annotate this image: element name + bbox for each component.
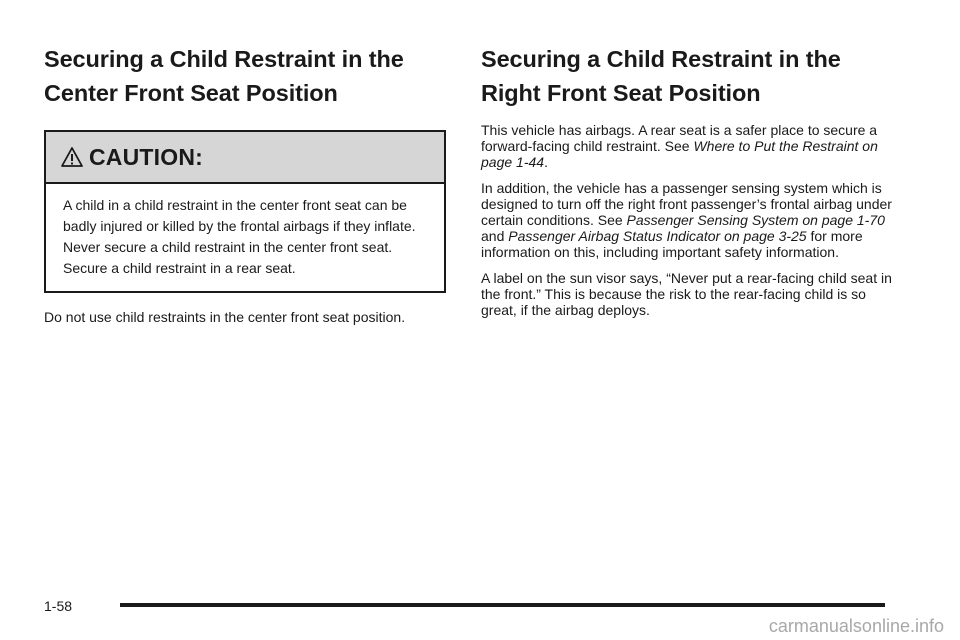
footer-rule (120, 603, 885, 607)
p1-end: . (544, 154, 548, 170)
caution-title: CAUTION: (89, 143, 204, 170)
p1-text: This vehicle has airbags. A rear seat is a safer place to secure a forward-facing child restraint. See (481, 122, 878, 154)
left-heading (44, 42, 446, 110)
right-paragraph-1 (481, 122, 901, 170)
page-number: 1-58 (44, 598, 73, 614)
warning-triangle-icon (61, 146, 83, 168)
caution-box (44, 130, 446, 293)
caution-header (46, 132, 444, 184)
right-paragraph-2 (481, 180, 901, 260)
right-column (481, 42, 901, 328)
left-heading-line2: Center Front Seat Position (44, 80, 338, 106)
p2-mid: and (481, 228, 509, 244)
left-column (44, 42, 446, 325)
right-heading-line1: Securing a Child Restraint in the (481, 46, 841, 72)
link-where-to-put-restraint[interactable]: Where to Put the Restraint on page 1-44 (481, 138, 878, 170)
link-passenger-airbag-status-indicator[interactable]: Passenger Airbag Status Indicator on page 3-25 (508, 228, 807, 244)
left-heading-line1: Securing a Child Restraint in the (44, 46, 404, 72)
caution-body: A child in a child restraint in the center front seat can be badly injured or killed by the frontal airbags if they inflate. Never secure a child restraint in the center front seat. Secure a child restraint in a rear seat. (63, 197, 416, 276)
right-heading-line2: Right Front Seat Position (481, 80, 761, 106)
right-heading (481, 42, 901, 110)
right-paragraph-3: A label on the sun visor says, “Never put a rear-facing child seat in the front.” This is because the risk to the rear-facing child is so great, if the airbag deploys. (481, 270, 892, 318)
watermark: carmanualsonline.info (768, 616, 944, 636)
p2-text: In addition, the vehicle has a passenger sensing system which is designed to turn off the right front passenger’s frontal airbag under certain conditions. See (481, 180, 892, 228)
p2-end: for more information on this, including important safety information. (481, 228, 863, 260)
link-passenger-sensing-system[interactable]: Passenger Sensing System on page 1-70 (626, 212, 885, 228)
left-paragraph: Do not use child restraints in the center front seat position. (44, 309, 406, 325)
